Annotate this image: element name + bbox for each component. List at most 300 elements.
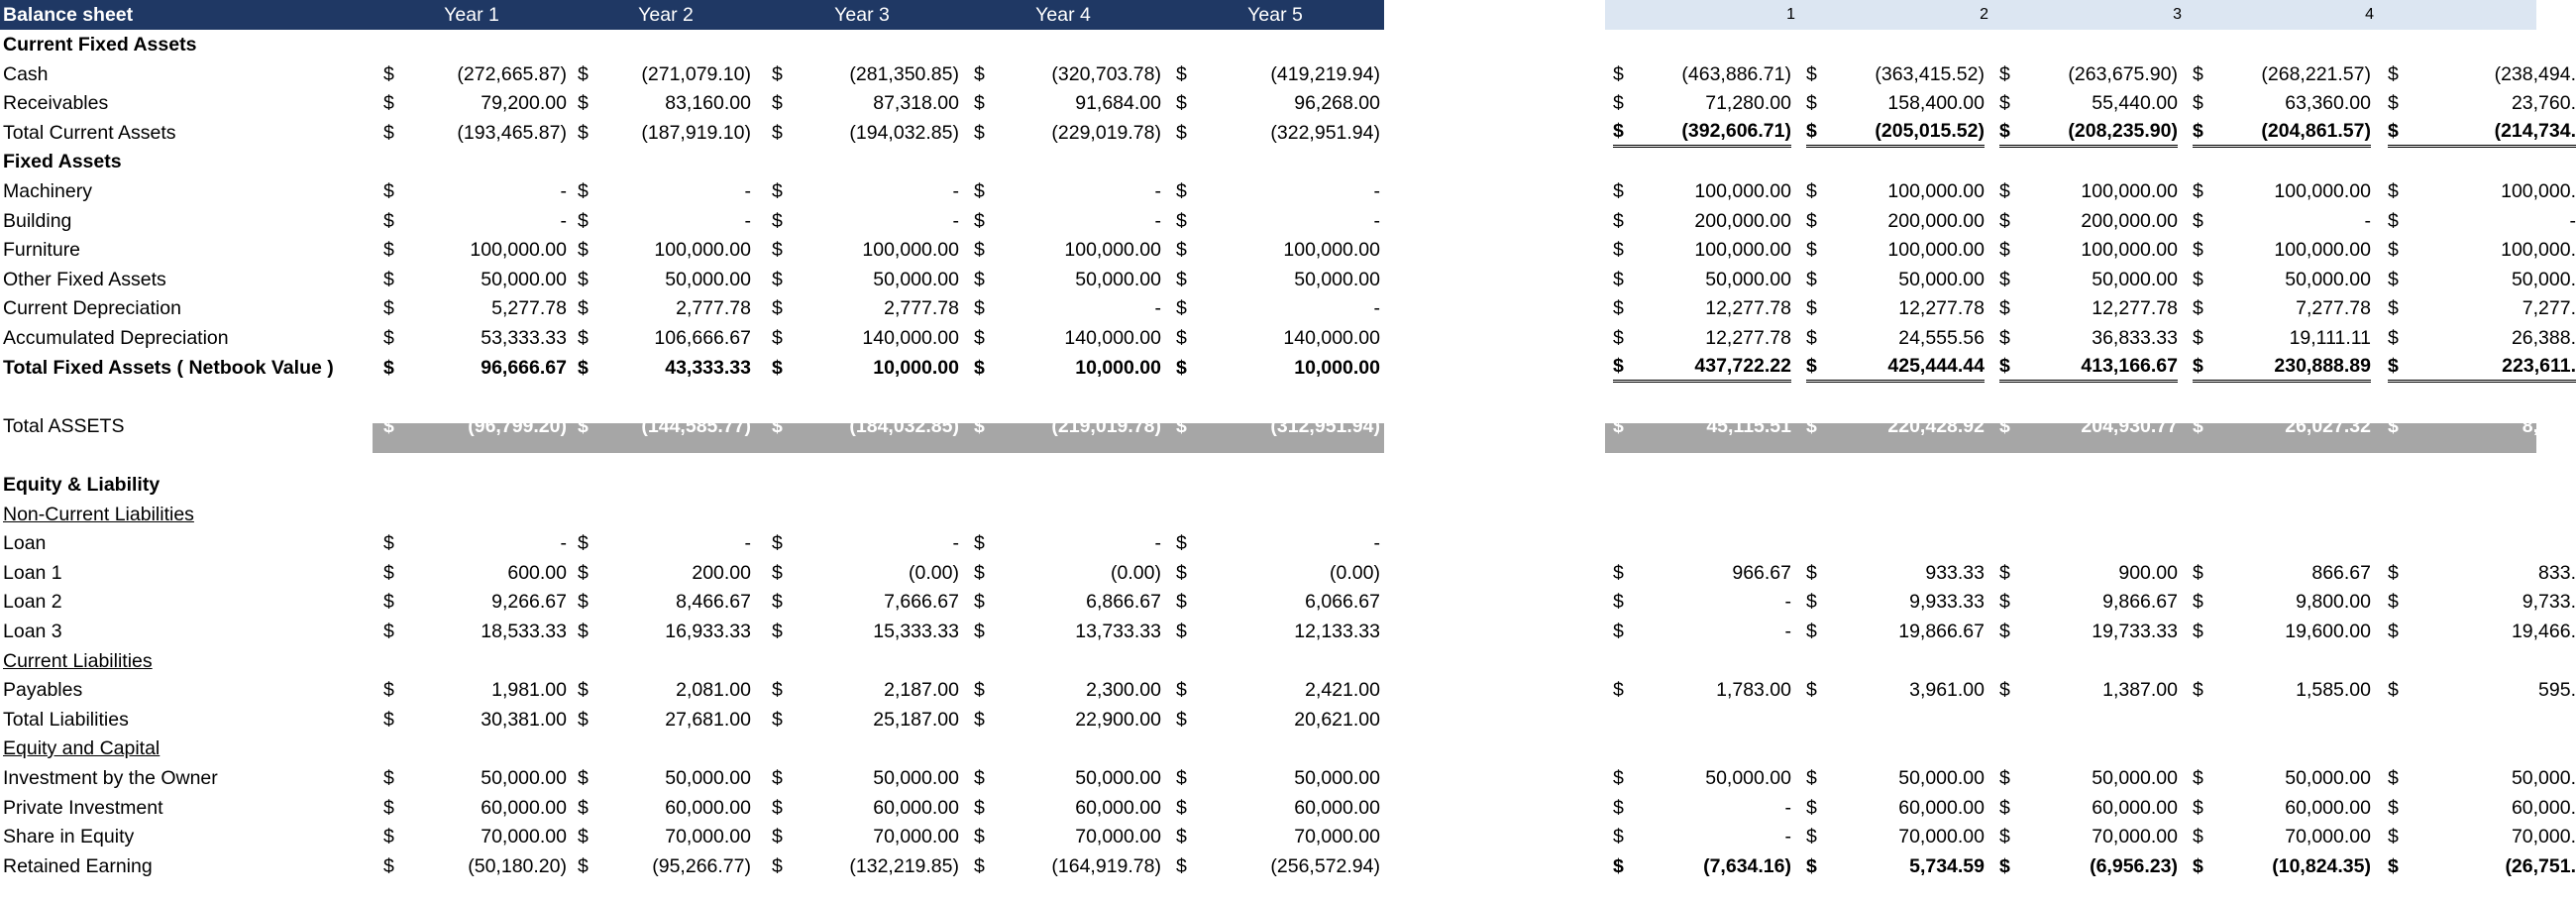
cell-value[interactable]: 70,000.00: [481, 826, 567, 848]
header-row: [0, 0, 2536, 30]
cell-value[interactable]: -: [560, 532, 567, 554]
cell-value[interactable]: 900.00: [2118, 562, 2178, 584]
year-header[interactable]: Year 4: [1035, 4, 1091, 26]
cell-value[interactable]: (219,019.78): [1051, 415, 1161, 437]
period-header[interactable]: 2: [1980, 6, 1988, 23]
cell-value[interactable]: 100,000.: [2501, 180, 2576, 202]
cell-value[interactable]: 50,000.: [2511, 767, 2576, 789]
cell-value[interactable]: (132,219.85): [849, 855, 959, 877]
currency-symbol: $: [1613, 63, 1624, 85]
sheet-row-furniture: [0, 235, 2576, 265]
cell-value[interactable]: 595.: [2538, 679, 2576, 701]
cell-value[interactable]: (6,956.23): [2090, 855, 2178, 877]
currency-symbol: $: [974, 826, 985, 848]
row-label[interactable]: Current Liabilities: [3, 650, 153, 672]
cell-value[interactable]: 63,360.00: [2285, 92, 2371, 114]
cell-value[interactable]: 50,000.00: [2092, 269, 2178, 290]
cell-value[interactable]: 50,000.00: [873, 767, 959, 789]
sheet-title[interactable]: Balance sheet: [3, 4, 134, 26]
currency-symbol: $: [383, 63, 394, 85]
currency-symbol: $: [772, 180, 783, 202]
cell-value[interactable]: 55,440.00: [2092, 92, 2178, 114]
cell-value[interactable]: -: [1373, 180, 1380, 202]
cell-value[interactable]: 79,200.00: [481, 92, 567, 114]
cell-value[interactable]: (7,634.16): [1703, 855, 1791, 877]
currency-symbol: $: [1613, 180, 1624, 202]
cell-value[interactable]: 18,533.33: [481, 621, 567, 642]
cell-value[interactable]: -: [1373, 297, 1380, 319]
row-label[interactable]: Equity and Capital: [3, 737, 161, 759]
cell-value[interactable]: -: [744, 180, 751, 202]
row-label[interactable]: Total Current Assets: [3, 122, 176, 144]
cell-value[interactable]: 9,866.67: [2102, 591, 2178, 613]
cell-value[interactable]: 19,866.67: [1898, 621, 1985, 642]
cell-value[interactable]: -: [1784, 797, 1791, 819]
cell-value[interactable]: (363,415.52): [1875, 63, 1985, 85]
currency-symbol: $: [1176, 415, 1187, 437]
cell-value[interactable]: 50,000.00: [1075, 269, 1161, 290]
currency-symbol: $: [772, 797, 783, 819]
currency-symbol: $: [974, 269, 985, 290]
cell-value[interactable]: 1,783.00: [1716, 679, 1791, 701]
cell-value[interactable]: 25,187.00: [873, 709, 959, 731]
cell-value[interactable]: 15,333.33: [873, 621, 959, 642]
cell-value[interactable]: 223,611.: [2408, 353, 2576, 383]
currency-symbol: $: [2193, 415, 2203, 437]
row-label[interactable]: Machinery: [3, 180, 92, 202]
cell-value[interactable]: 1,981.00: [491, 679, 567, 701]
cell-value[interactable]: 230,888.89: [2202, 353, 2371, 383]
cell-value[interactable]: 70,000.00: [1075, 826, 1161, 848]
cell-value[interactable]: (26,751.: [2505, 855, 2576, 877]
cell-value[interactable]: -: [560, 210, 567, 232]
currency-symbol: $: [578, 63, 589, 85]
row-label[interactable]: Total ASSETS: [3, 415, 125, 437]
cell-value[interactable]: (144,585.77): [641, 415, 751, 437]
cell-value[interactable]: 5,277.78: [491, 297, 567, 319]
cell-value[interactable]: (205,015.52): [1816, 118, 1985, 148]
cell-value[interactable]: 12,277.78: [1705, 297, 1791, 319]
cell-value[interactable]: 50,000.00: [1898, 269, 1985, 290]
cell-value[interactable]: 7,277.: [2522, 297, 2576, 319]
cell-value[interactable]: 2,300.00: [1086, 679, 1161, 701]
cell-value[interactable]: 16,933.33: [665, 621, 751, 642]
currency-symbol: $: [2193, 797, 2203, 819]
cell-value[interactable]: 45,115.51: [1706, 415, 1791, 437]
sheet-row-total-assets: [0, 411, 2576, 441]
cell-value[interactable]: 6,866.67: [1086, 591, 1161, 613]
cell-value[interactable]: 70,000.00: [1294, 826, 1380, 848]
currency-symbol: $: [1176, 797, 1187, 819]
cell-value[interactable]: -: [952, 532, 959, 554]
cell-value[interactable]: -: [560, 180, 567, 202]
cell-value[interactable]: 10,000.00: [1075, 357, 1161, 379]
cell-value[interactable]: 70,000.00: [2285, 826, 2371, 848]
currency-symbol: $: [383, 210, 394, 232]
cell-value[interactable]: -: [1784, 621, 1791, 642]
cell-value[interactable]: 9,266.67: [491, 591, 567, 613]
currency-symbol: $: [2388, 353, 2408, 383]
cell-value[interactable]: 12,277.78: [1705, 327, 1791, 349]
cell-value[interactable]: (95,266.77): [652, 855, 751, 877]
cell-value[interactable]: 60,000.00: [2092, 797, 2178, 819]
currency-symbol: $: [2388, 239, 2399, 261]
cell-value[interactable]: 19,600.00: [2285, 621, 2371, 642]
cell-value[interactable]: 27,681.00: [665, 709, 751, 731]
cell-value[interactable]: (193,465.87): [457, 122, 567, 144]
cell-value[interactable]: 7,277.78: [2296, 297, 2371, 319]
row-label[interactable]: Loan 2: [3, 591, 62, 613]
cell-value[interactable]: 437,722.22: [1623, 353, 1791, 383]
cell-value[interactable]: 100,000.00: [654, 239, 751, 261]
cell-value[interactable]: -: [952, 180, 959, 202]
currency-symbol: $: [2193, 269, 2203, 290]
cell-value[interactable]: 70,000.: [2511, 826, 2576, 848]
currency-symbol: $: [1999, 591, 2010, 613]
row-label[interactable]: Loan 3: [3, 621, 62, 642]
cell-value[interactable]: 50,000.00: [481, 269, 567, 290]
cell-value[interactable]: 26,388.: [2511, 327, 2576, 349]
cell-value[interactable]: (312,951.94): [1270, 415, 1380, 437]
cell-value[interactable]: 60,000.00: [481, 797, 567, 819]
row-label[interactable]: Current Fixed Assets: [3, 34, 197, 56]
row-label[interactable]: Furniture: [3, 239, 81, 261]
cell-value[interactable]: (194,032.85): [849, 122, 959, 144]
row-label[interactable]: Share in Equity: [3, 826, 135, 848]
cell-value[interactable]: -: [2569, 210, 2576, 232]
cell-value[interactable]: -: [2364, 210, 2371, 232]
cell-value[interactable]: (256,572.94): [1270, 855, 1380, 877]
cell-value[interactable]: 100,000.00: [2274, 180, 2371, 202]
cell-value[interactable]: -: [744, 532, 751, 554]
cell-value[interactable]: 50,000.00: [1294, 269, 1380, 290]
row-label[interactable]: Current Depreciation: [3, 297, 181, 319]
currency-symbol: $: [1176, 327, 1187, 349]
currency-symbol: $: [383, 297, 394, 319]
cell-value[interactable]: (10,824.35): [2272, 855, 2371, 877]
cell-value[interactable]: 36,833.33: [2092, 327, 2178, 349]
cell-value[interactable]: 200,000.00: [1887, 210, 1985, 232]
cell-value[interactable]: 9,733.: [2522, 591, 2576, 613]
cell-value[interactable]: 933.33: [1925, 562, 1985, 584]
cell-value[interactable]: 100,000.00: [1064, 239, 1161, 261]
cell-value[interactable]: 60,000.: [2511, 797, 2576, 819]
cell-value[interactable]: 50,000.: [2511, 269, 2576, 290]
currency-symbol: $: [578, 621, 589, 642]
row-label[interactable]: Other Fixed Assets: [3, 269, 166, 290]
cell-value[interactable]: 158,400.00: [1887, 92, 1985, 114]
currency-symbol: $: [383, 855, 394, 877]
cell-value[interactable]: 140,000.00: [1064, 327, 1161, 349]
cell-value[interactable]: 106,666.67: [654, 327, 751, 349]
cell-value[interactable]: 60,000.00: [1294, 797, 1380, 819]
currency-symbol: $: [1999, 855, 2010, 877]
year-header[interactable]: Year 3: [834, 4, 890, 26]
currency-symbol: $: [383, 767, 394, 789]
cell-value[interactable]: 1,387.00: [2102, 679, 2178, 701]
cell-value[interactable]: 2,421.00: [1305, 679, 1380, 701]
cell-value[interactable]: (271,079.10): [641, 63, 751, 85]
cell-value[interactable]: 50,000.00: [665, 269, 751, 290]
sheet-row-blank-2: [0, 440, 2536, 470]
row-label[interactable]: Accumulated Depreciation: [3, 327, 229, 349]
year-header[interactable]: Year 2: [638, 4, 694, 26]
row-label[interactable]: Loan 1: [3, 562, 62, 584]
cell-value[interactable]: 8,876.: [2522, 415, 2576, 437]
cell-value[interactable]: -: [744, 210, 751, 232]
cell-value[interactable]: 19,111.11: [2289, 327, 2371, 349]
cell-value[interactable]: (0.00): [909, 562, 959, 584]
cell-value[interactable]: 43,333.33: [665, 357, 751, 379]
cell-value[interactable]: (392,606.71): [1623, 118, 1791, 148]
cell-value[interactable]: 50,000.00: [2285, 269, 2371, 290]
cell-value[interactable]: 220,428.92: [1887, 415, 1985, 437]
currency-symbol: $: [2388, 92, 2399, 114]
cell-value[interactable]: (184,032.85): [849, 415, 959, 437]
cell-value[interactable]: 100,000.00: [862, 239, 959, 261]
currency-symbol: $: [974, 855, 985, 877]
cell-value[interactable]: (263,675.90): [2068, 63, 2178, 85]
cell-value[interactable]: 60,000.00: [1075, 797, 1161, 819]
cell-value[interactable]: 50,000.00: [665, 767, 751, 789]
cell-value[interactable]: (187,919.10): [641, 122, 751, 144]
currency-symbol: $: [383, 797, 394, 819]
cell-value[interactable]: 24,555.56: [1898, 327, 1985, 349]
cell-value[interactable]: -: [1154, 532, 1161, 554]
cell-value[interactable]: 100,000.00: [2081, 180, 2178, 202]
currency-symbol: $: [2193, 679, 2203, 701]
cell-value[interactable]: (238,494.: [2494, 63, 2576, 85]
cell-value[interactable]: 204,930.77: [2081, 415, 2178, 437]
period-header[interactable]: 1: [1786, 6, 1795, 23]
cell-value[interactable]: 12,277.78: [2092, 297, 2178, 319]
cell-value[interactable]: 100,000.00: [1694, 239, 1791, 261]
cell-value[interactable]: 87,318.00: [873, 92, 959, 114]
cell-value[interactable]: 30,381.00: [481, 709, 567, 731]
period-header[interactable]: 3: [2173, 6, 2182, 23]
row-label[interactable]: Loan: [3, 532, 47, 554]
cell-value[interactable]: 425,444.44: [1816, 353, 1985, 383]
period-header[interactable]: 4: [2365, 6, 2374, 23]
cell-value[interactable]: 50,000.00: [1294, 767, 1380, 789]
cell-value[interactable]: 5,734.59: [1909, 855, 1985, 877]
cell-value[interactable]: 50,000.00: [2285, 767, 2371, 789]
cell-value[interactable]: -: [1373, 210, 1380, 232]
cell-value[interactable]: 1,585.00: [2296, 679, 2371, 701]
cell-value[interactable]: 70,000.00: [873, 826, 959, 848]
currency-symbol: $: [1999, 797, 2010, 819]
currency-symbol: $: [974, 591, 985, 613]
cell-value[interactable]: 866.67: [2311, 562, 2371, 584]
sheet-row-machinery: [0, 176, 2576, 206]
cell-value[interactable]: 100,000.00: [1887, 239, 1985, 261]
cell-value[interactable]: (96,799.20): [468, 415, 567, 437]
cell-value[interactable]: 200,000.00: [1694, 210, 1791, 232]
currency-symbol: $: [383, 180, 394, 202]
cell-value[interactable]: -: [1784, 591, 1791, 613]
cell-value[interactable]: 100,000.00: [1887, 180, 1985, 202]
cell-value[interactable]: -: [1154, 210, 1161, 232]
cell-value[interactable]: 23,760.: [2511, 92, 2576, 114]
cell-value[interactable]: 140,000.00: [1283, 327, 1380, 349]
cell-value[interactable]: 19,466.: [2511, 621, 2576, 642]
currency-symbol: $: [578, 239, 589, 261]
cell-value[interactable]: 70,000.00: [2092, 826, 2178, 848]
currency-symbol: $: [772, 297, 783, 319]
cell-value[interactable]: (268,221.57): [2261, 63, 2371, 85]
cell-value[interactable]: (214,734.: [2408, 118, 2576, 148]
currency-symbol: $: [772, 826, 783, 848]
cell-value[interactable]: -: [1154, 180, 1161, 202]
cell-value[interactable]: (463,886.71): [1681, 63, 1791, 85]
cell-value[interactable]: 100,000.00: [1694, 180, 1791, 202]
cell-value[interactable]: 50,000.00: [1898, 767, 1985, 789]
cell-value[interactable]: 10,000.00: [873, 357, 959, 379]
currency-symbol: $: [2193, 63, 2203, 85]
cell-value[interactable]: 100,000.: [2501, 239, 2576, 261]
row-label[interactable]: Equity & Liability: [3, 474, 161, 496]
cell-value[interactable]: 2,187.00: [884, 679, 959, 701]
cell-value[interactable]: (322,951.94): [1270, 122, 1380, 144]
cell-value[interactable]: 12,133.33: [1294, 621, 1380, 642]
cell-value[interactable]: (50,180.20): [468, 855, 567, 877]
cell-value[interactable]: (320,703.78): [1051, 63, 1161, 85]
cell-value[interactable]: 7,666.67: [884, 591, 959, 613]
currency-symbol: $: [2193, 767, 2203, 789]
currency-symbol: $: [1999, 180, 2010, 202]
cell-value[interactable]: 96,268.00: [1294, 92, 1380, 114]
cell-value[interactable]: 50,000.00: [873, 269, 959, 290]
row-label[interactable]: Retained Earning: [3, 855, 153, 877]
cell-value[interactable]: 83,160.00: [665, 92, 751, 114]
cell-value[interactable]: 50,000.00: [481, 767, 567, 789]
cell-value[interactable]: 2,777.78: [884, 297, 959, 319]
currency-symbol: $: [2193, 118, 2212, 148]
cell-value[interactable]: -: [952, 210, 959, 232]
cell-value[interactable]: 833.: [2538, 562, 2576, 584]
currency-symbol: $: [974, 239, 985, 261]
currency-symbol: $: [1806, 621, 1817, 642]
currency-symbol: $: [1176, 709, 1187, 731]
cell-value[interactable]: (229,019.78): [1051, 122, 1161, 144]
year-header[interactable]: Year 1: [444, 4, 499, 26]
cell-value[interactable]: 50,000.00: [1705, 767, 1791, 789]
cell-value[interactable]: (164,919.78): [1051, 855, 1161, 877]
cell-value[interactable]: 200,000.00: [2081, 210, 2178, 232]
sheet-row-building: [0, 206, 2576, 236]
cell-value[interactable]: 200.00: [692, 562, 751, 584]
cell-value[interactable]: 9,933.33: [1909, 591, 1985, 613]
row-label[interactable]: Non-Current Liabilities: [3, 504, 194, 525]
cell-value[interactable]: 26,027.32: [2285, 415, 2371, 437]
cell-value[interactable]: (281,350.85): [849, 63, 959, 85]
cell-value[interactable]: 22,900.00: [1075, 709, 1161, 731]
cell-value[interactable]: 60,000.00: [873, 797, 959, 819]
currency-symbol: $: [578, 269, 589, 290]
year-header[interactable]: Year 5: [1247, 4, 1303, 26]
currency-symbol: $: [578, 532, 589, 554]
currency-symbol: $: [383, 327, 394, 349]
currency-symbol: $: [1999, 210, 2010, 232]
row-label[interactable]: Cash: [3, 63, 49, 85]
currency-symbol: $: [2388, 679, 2399, 701]
cell-value[interactable]: 100,000.00: [1283, 239, 1380, 261]
row-label[interactable]: Investment by the Owner: [3, 767, 218, 789]
cell-value[interactable]: 9,800.00: [2296, 591, 2371, 613]
cell-value[interactable]: -: [1784, 826, 1791, 848]
cell-value[interactable]: 966.67: [1732, 562, 1791, 584]
row-label[interactable]: Total Liabilities: [3, 709, 129, 731]
currency-symbol: $: [772, 63, 783, 85]
currency-symbol: $: [2388, 621, 2399, 642]
cell-value[interactable]: 10,000.00: [1294, 357, 1380, 379]
cell-value[interactable]: (272,665.87): [457, 63, 567, 85]
cell-value[interactable]: 20,621.00: [1294, 709, 1380, 731]
cell-value[interactable]: 413,166.67: [2009, 353, 2178, 383]
row-label[interactable]: Fixed Assets: [3, 151, 122, 172]
row-label[interactable]: Receivables: [3, 92, 109, 114]
cell-value[interactable]: 13,733.33: [1075, 621, 1161, 642]
cell-value[interactable]: (0.00): [1330, 562, 1380, 584]
cell-value[interactable]: -: [1154, 297, 1161, 319]
cell-value[interactable]: 100,000.00: [470, 239, 567, 261]
currency-symbol: $: [383, 239, 394, 261]
cell-value[interactable]: 19,733.33: [2092, 621, 2178, 642]
cell-value[interactable]: 50,000.00: [2092, 767, 2178, 789]
currency-symbol: $: [1613, 855, 1624, 877]
currency-symbol: $: [2193, 353, 2212, 383]
cell-value[interactable]: 12,277.78: [1898, 297, 1985, 319]
currency-symbol: $: [1613, 92, 1624, 114]
cell-value[interactable]: 96,666.67: [481, 357, 567, 379]
cell-value[interactable]: (208,235.90): [2009, 118, 2178, 148]
cell-value[interactable]: 91,684.00: [1075, 92, 1161, 114]
cell-value[interactable]: (0.00): [1111, 562, 1161, 584]
cell-value[interactable]: 600.00: [507, 562, 567, 584]
currency-symbol: $: [772, 532, 783, 554]
cell-value[interactable]: 100,000.00: [2274, 239, 2371, 261]
cell-value[interactable]: 2,777.78: [676, 297, 751, 319]
cell-value[interactable]: 3,961.00: [1909, 679, 1985, 701]
cell-value[interactable]: 71,280.00: [1705, 92, 1791, 114]
cell-value[interactable]: 70,000.00: [665, 826, 751, 848]
cell-value[interactable]: 100,000.00: [2081, 239, 2178, 261]
cell-value[interactable]: 53,333.33: [481, 327, 567, 349]
sheet-row-fixed-assets-heading: [0, 147, 2536, 176]
cell-value[interactable]: 8,466.67: [676, 591, 751, 613]
cell-value[interactable]: 60,000.00: [1898, 797, 1985, 819]
row-label[interactable]: Building: [3, 210, 72, 232]
cell-value[interactable]: 50,000.00: [1705, 269, 1791, 290]
currency-symbol: $: [772, 92, 783, 114]
cell-value[interactable]: 2,081.00: [676, 679, 751, 701]
cell-value[interactable]: 60,000.00: [2285, 797, 2371, 819]
cell-value[interactable]: 70,000.00: [1898, 826, 1985, 848]
cell-value[interactable]: 140,000.00: [862, 327, 959, 349]
row-label[interactable]: Private Investment: [3, 797, 163, 819]
cell-value[interactable]: 60,000.00: [665, 797, 751, 819]
cell-value[interactable]: 6,066.67: [1305, 591, 1380, 613]
row-label[interactable]: Total Fixed Assets ( Netbook Value ): [3, 357, 334, 379]
row-label[interactable]: Payables: [3, 679, 83, 701]
sheet-row-total-fixed-assets: [0, 353, 2576, 383]
currency-symbol: $: [1176, 297, 1187, 319]
cell-value[interactable]: (204,861.57): [2202, 118, 2371, 148]
cell-value[interactable]: -: [1373, 532, 1380, 554]
cell-value[interactable]: (419,219.94): [1270, 63, 1380, 85]
currency-symbol: $: [1613, 353, 1633, 383]
cell-value[interactable]: 50,000.00: [1075, 767, 1161, 789]
